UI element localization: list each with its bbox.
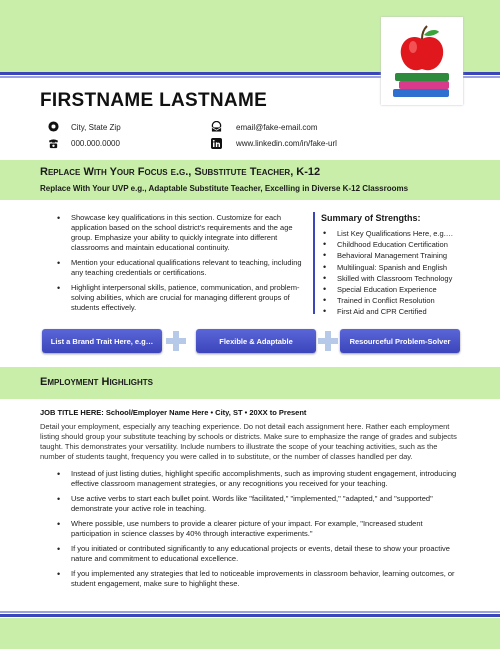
email-link[interactable]: email@fake-email.com (236, 123, 318, 132)
location-text: City, State Zip (71, 123, 121, 132)
job-description: Detail your employment, especially any teaching experience. Do not detail each assignment here. Rather each employment listing should group your substitute teaching by schools or districts. Make sure to emphasize the range of grades and subjects taught. This demonstrates your versatility. Include numbers to illustrate the scope of your teaching activities, such as the number of students taught, frequency you were called in to substitute, or the number of classes handled per day. (40, 422, 457, 461)
strengths-list (321, 228, 453, 318)
employment-bullet: • Where possible, use numbers to provide a clearer picture of your impact. For example, "Increased student participation in science classes by 40% through interactive experiments." (55, 519, 460, 539)
strength-item: • Trained in Conflict Resolution (321, 295, 453, 306)
apple-books-logo (381, 17, 463, 105)
brand-trait-box-3: Resourceful Problem-Solver (340, 329, 460, 353)
bottom-band (0, 618, 500, 649)
strengths-title: Summary of Strengths: (321, 213, 421, 223)
focus-headline: Replace With Your Focus e.g., Substitute Teacher, K-12 (40, 166, 321, 178)
summary-bullets (55, 213, 307, 318)
summary-bullet: • Mention your educational qualifications relevant to teaching, including any teaching credentials or certifications. (55, 258, 307, 278)
strength-item: • First Aid and CPR Certified (321, 306, 453, 317)
candidate-name: FIRSTNAME LASTNAME (40, 90, 268, 111)
employment-bullet: • If you initiated or contributed significantly to any educational projects or events, detail these to show your proactive nature and commitment to educational excellence. (55, 544, 460, 564)
plus-icon (166, 331, 186, 351)
brand-trait-box-2: Flexible & Adaptable (196, 329, 316, 353)
summary-bullet: • Showcase key qualifications in this section. Customize for each application based on the school district's requirements and the age group. Emphasize your ability to quickly integrate into different classrooms and maintain educational continuity. (55, 213, 307, 253)
employment-bullet: • Instead of just listing duties, highlight specific accomplishments, such as improving student engagement, introducing effective classroom management strategies, or any recognitions you received for your teaching. (55, 469, 460, 489)
strength-item: • Behavioral Management Training (321, 250, 453, 261)
location-icon (48, 121, 59, 132)
summary-bullet: • Highlight interpersonal skills, patience, communication, and problem-solving abilities, which are crucial for managing different groups of students effectively. (55, 283, 307, 313)
strength-item: • List Key Qualifications Here, e.g.… (321, 228, 453, 239)
phone-icon (48, 138, 59, 149)
employment-bullets (55, 469, 460, 594)
strength-item: • Skilled with Classroom Technology (321, 273, 453, 284)
strength-item: • Childhood Education Certification (321, 239, 453, 250)
email-icon (211, 121, 222, 132)
employment-bullet: • If you implemented any strategies that led to noticeable improvements in classroom behavior, learning outcomes, or student engagement, make sure to highlight these. (55, 569, 460, 589)
strength-item: • Multilingual: Spanish and English (321, 262, 453, 273)
phone-text: 000.000.0000 (71, 139, 120, 148)
linkedin-link[interactable]: www.linkedin.com/in/fake-url (236, 139, 337, 148)
linkedin-icon (211, 138, 222, 149)
uvp-subheadline: Replace With Your UVP e.g., Adaptable Substitute Teacher, Excelling in Diverse K-12 Classrooms (40, 184, 409, 193)
bottom-divider (0, 614, 500, 617)
employment-heading: Employment Highlights (40, 376, 154, 388)
job-title-line: JOB TITLE HERE: School/Employer Name Here • City, ST • 20XX to Present (40, 408, 307, 417)
plus-icon (318, 331, 338, 351)
apple-books-icon (381, 17, 463, 105)
bottom-divider-thin (0, 611, 500, 613)
column-divider (313, 212, 315, 314)
strength-item: • Special Education Experience (321, 284, 453, 295)
brand-trait-box-1: List a Brand Trait Here, e.g… (42, 329, 162, 353)
employment-bullet: • Use active verbs to start each bullet point. Words like "facilitated," "implemented," "adapted," and "supported" demonstrate your active role in teaching. (55, 494, 460, 514)
